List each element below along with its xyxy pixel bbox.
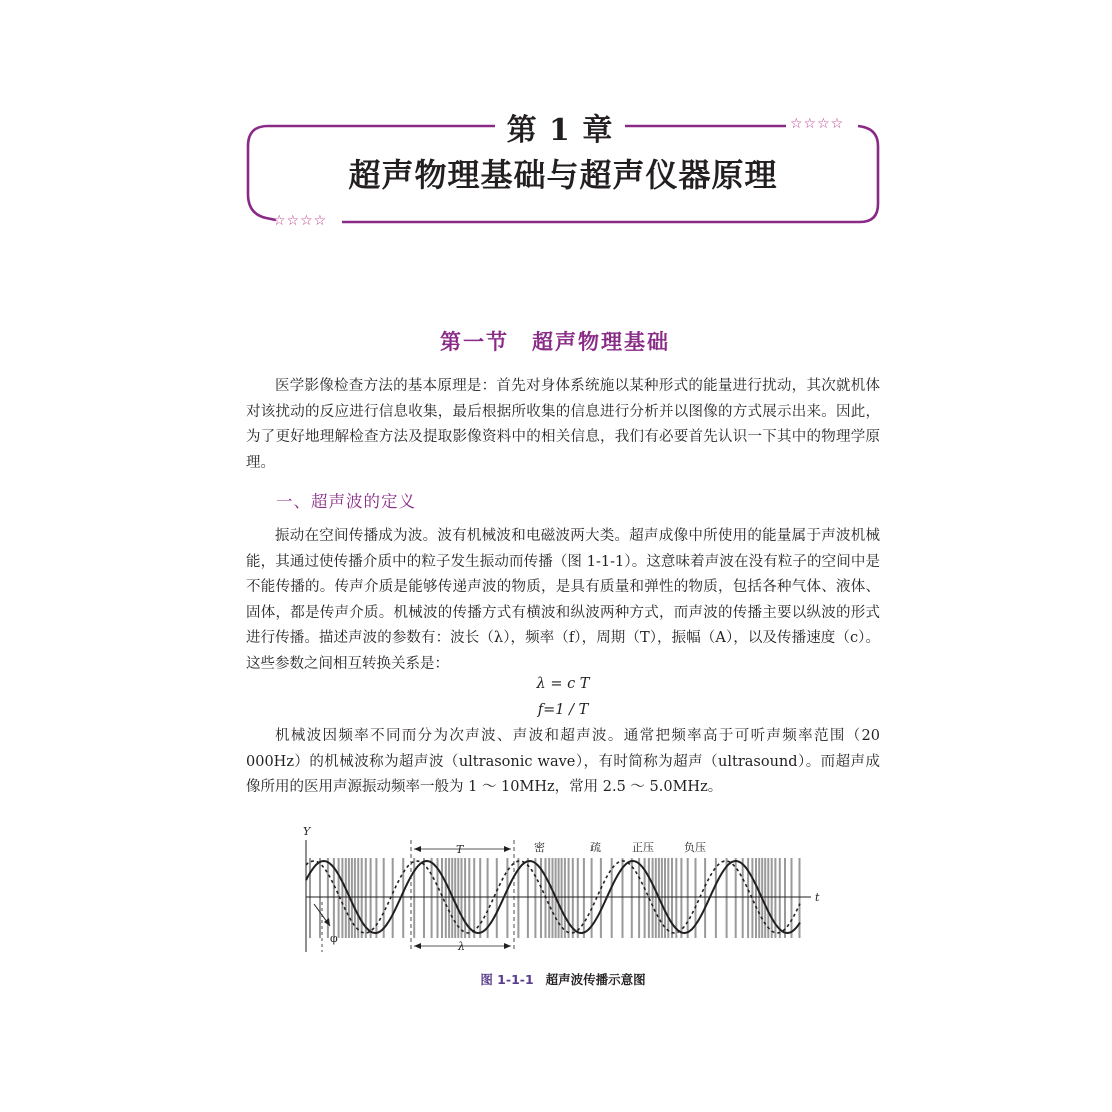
body-text-1: 振动在空间传播成为波。波有机械波和电磁波两大类。超声成像中所使用的能量属于声波机械能，其通过使传播介质中的粒子发生振动而传播（图 1-1-1）。这意味着声波在没有粒子的空间中是不能传播的。传声介质是能够传递声波的物质，是具有质量和弹性的物质，包括各种气体、液体、固体，都是传声介质。机械波的传播方式有横波和纵波两种方式，而声波的传播主要以纵波的形式进行传播。描述声波的参数有：波长（λ），频率（f），周期（T），振幅（A），以及传播速度（c）。这些参数之间相互转换关系是： xyxy=(246,528,880,672)
dense-label: 密 xyxy=(534,841,545,854)
negative-pressure-label: 负压 xyxy=(684,841,706,854)
figure-caption-text: 超声波传播示意图 xyxy=(545,972,646,987)
positive-pressure-label: 正压 xyxy=(632,841,654,854)
intro-paragraph xyxy=(246,374,880,476)
ultrasound-wave-diagram xyxy=(296,822,826,962)
t-axis-label: t xyxy=(815,891,820,904)
section-title: 第一节 超声物理基础 xyxy=(440,329,670,354)
compression-lines xyxy=(310,858,800,938)
chapter-title: 超声物理基础与超声仪器原理 xyxy=(348,156,778,194)
formula-wavelength: λ = c T xyxy=(536,676,590,692)
intro-text: 医学影像检查方法的基本原理是：首先对身体系统施以某种形式的能量进行扰动，其次就机体对该扰动的反应进行信息收集，最后根据所收集的信息进行分析并以图像的方式展示出来。因此，为了更好地理解检查方法及提取影像资料中的相关信息，我们有必要首先认识一下其中的物理学原理。 xyxy=(246,378,880,471)
sparse-label: 疏 xyxy=(590,841,601,854)
formula-frequency: f=1 / T xyxy=(537,702,589,718)
phase-label: φ xyxy=(330,932,338,945)
chapter-number: 第 1 章 xyxy=(506,113,614,148)
decorative-stars-bottom: ☆☆☆☆ xyxy=(273,213,328,229)
wavelength-label: λ xyxy=(458,940,465,953)
body-paragraph-2 xyxy=(246,724,880,801)
subsection-title: 一、超声波的定义 xyxy=(276,492,416,511)
decorative-stars-top: ☆☆☆☆ xyxy=(790,116,845,132)
body-paragraph-1 xyxy=(246,524,880,678)
y-axis-label: Y xyxy=(303,825,311,838)
figure-caption xyxy=(246,970,880,988)
period-label: T xyxy=(456,843,464,856)
figure-caption-number: 图 1-1-1 xyxy=(480,972,534,987)
body-text-2: 机械波因频率不同而分为次声波、声波和超声波。通常把频率高于可听声频率范围（20 000Hz）的机械波称为超声波（ultrasonic wave），有时简称为超声（ultrasound）。而超声成像所用的医用声源振动频率一般为 1 ～ 10MHz，常用 2.5 ～ 5.0MHz。 xyxy=(246,728,880,796)
